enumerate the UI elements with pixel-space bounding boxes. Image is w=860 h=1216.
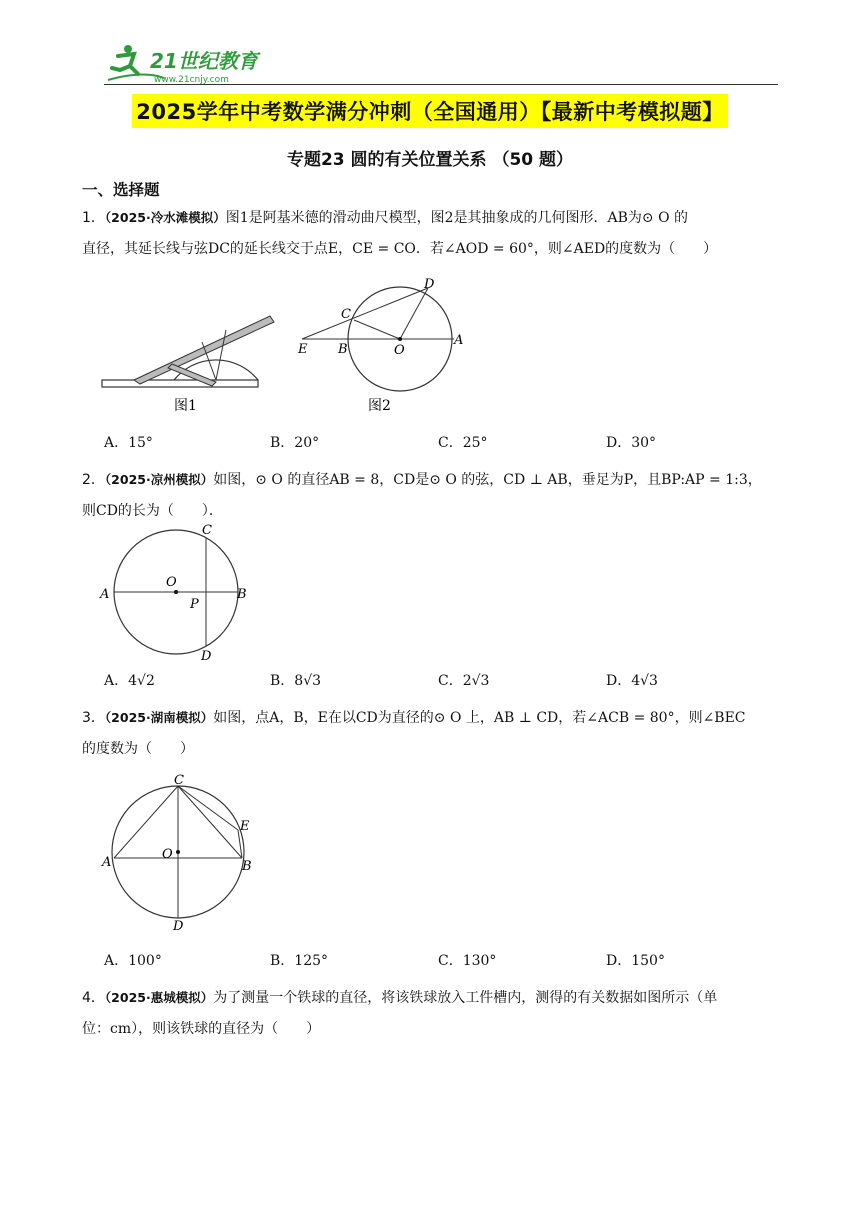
title-wrap [0,94,860,128]
label-O: O [166,575,177,590]
figure-caption-2: 图2 [368,398,391,414]
label-D: D [201,649,212,664]
figure-q3-circle [112,786,244,918]
label-A: A [102,855,112,870]
option-d[interactable]: D．150° [606,953,665,969]
option-a[interactable]: A．4√2 [104,673,155,689]
question-text-line2: 的度数为（ ） [82,741,194,757]
question-4 [82,982,782,1045]
question-number: 4． [82,990,105,1006]
label-D: D [424,277,435,292]
option-a[interactable]: A．15° [104,435,153,451]
option-b[interactable]: B．20° [270,435,320,451]
label-A: A [454,333,464,348]
figure-q2 [96,518,266,672]
option-c[interactable]: C．130° [438,953,497,969]
section-heading: 一、选择题 [82,181,160,199]
label-E: E [298,342,308,357]
figure-2-circle [302,287,454,391]
question-1 [82,202,782,265]
option-a[interactable]: A．100° [104,953,162,969]
header-rule [104,84,778,85]
logo-text: 21世纪教育 [150,49,258,73]
option-c[interactable]: C．25° [438,435,488,451]
figure-q3 [98,768,268,942]
label-E: E [240,819,250,834]
label-C: C [174,773,184,788]
label-O: O [394,343,405,358]
option-c[interactable]: C．2√3 [438,673,490,689]
figure-q2-circle [114,530,238,654]
page-subtitle: 专题23 圆的有关位置关系 （50 题） [286,150,574,170]
question-text-line1: 如图，⊙ O 的直径AB = 8，CD是⊙ O 的弦，CD ⊥ AB，垂足为P，且BP:AP = 1:3， [213,472,762,488]
question-number: 3． [82,710,105,726]
label-B: B [242,859,252,874]
label-P: P [190,597,199,612]
option-d[interactable]: D．30° [606,435,657,451]
logo [104,40,284,86]
option-b[interactable]: B．8√3 [270,673,322,689]
question-text-line2: 则CD的长为（ ）． [82,503,223,519]
question-source: （2025·惠城模拟） [104,990,214,1005]
question-text-line2: 位：cm），则该铁球的直径为（ ） [82,1021,321,1037]
question-source: （2025·湖南模拟） [104,710,214,725]
label-D: D [173,919,184,934]
option-b[interactable]: B．125° [270,953,329,969]
label-C: C [341,307,351,322]
question-text-line1: 图1是阿基米德的滑动曲尺模型，图2是其抽象成的几何图形．AB为⊙ O 的 [225,210,689,226]
label-O: O [162,847,173,862]
page-title: 2025学年中考数学满分冲刺（全国通用）【最新中考模拟题】 [132,94,727,128]
question-number: 2． [82,472,105,488]
option-d[interactable]: D．4√3 [606,673,658,689]
figure-1-ruler [102,316,274,387]
label-C: C [202,523,212,538]
label-B: B [338,342,348,357]
logo-url: www.21cnjy.com [154,75,229,85]
question-3 [82,702,782,765]
question-text-line1: 为了测量一个铁球的直径，将该铁球放入工件槽内，测得的有关数据如图所示（单 [213,990,718,1006]
question-number: 1． [82,210,105,226]
question-source: （2025·冷水滩模拟） [104,210,226,225]
question-source: （2025·凉州模拟） [104,472,214,487]
figure-1 [98,272,478,426]
label-B: B [237,587,247,602]
question-text-line2: 直径，其延长线与弦DC的延长线交于点E，CE = CO．若∠AOD = 60°，则∠AED的度数为（ ） [82,241,718,257]
figure-caption-1: 图1 [174,398,197,414]
question-text-line1: 如图，点A，B，E在以CD为直径的⊙ O 上，AB ⊥ CD，若∠ACB = 80°，则∠BEC [213,710,746,726]
label-A: A [100,587,110,602]
